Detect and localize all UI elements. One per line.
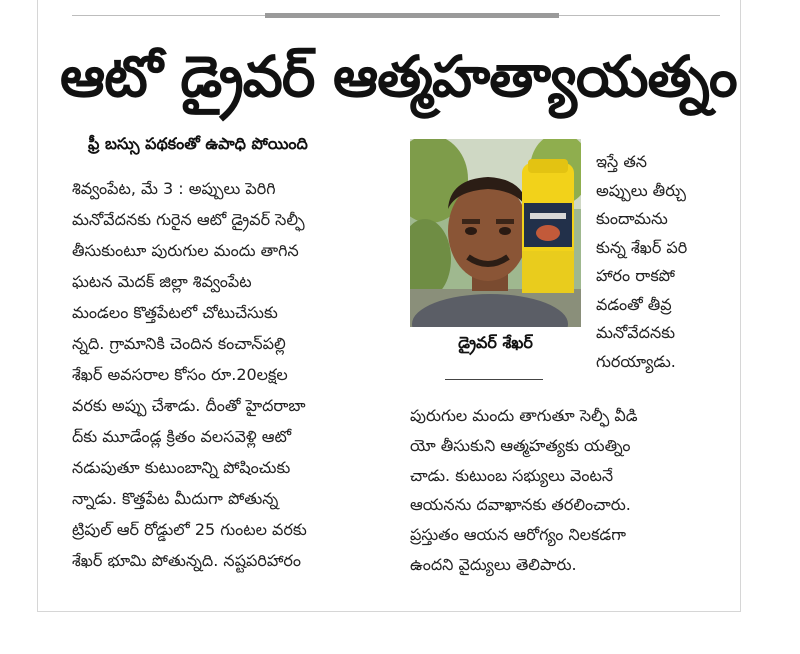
text-line: కుందామను (596, 209, 668, 228)
photo-caption: డ్రైవర్ శేఖర్ (458, 333, 533, 352)
left-column (72, 173, 386, 576)
text-line: గురయ్యాడు. (596, 351, 676, 371)
text-line: ఘటన మెదక్ జిల్లా శివ్వంపేట (72, 272, 252, 291)
right-column (596, 148, 726, 376)
text-line: పురుగుల మందు తాగుతూ సెల్ఫీ వీడి (410, 406, 638, 425)
text-line: అప్పులు తీర్చు (596, 180, 687, 200)
text-line: వడంతో తీవ్ర (596, 294, 672, 314)
caption-rule (445, 379, 543, 380)
text-line: న్నాడు. కొత్తపేట మీదుగా పోతున్న (72, 489, 279, 508)
text-line: ఆయనను దవాఖానకు తరలించారు. (410, 495, 631, 515)
text-line: శివ్వంపేట, మే 3 : అప్పులు పెరిగి (72, 179, 276, 198)
text-line: వరకు అప్పు చేశాడు. దీంతో హైదరాబా (72, 396, 306, 415)
text-line: ట్రిపుల్ ఆర్ రోడ్డులో 25 గుంటల వరకు (72, 520, 307, 539)
text-line: మనోవేదనకు (596, 323, 676, 342)
text-line: శేఖర్ అవసరాల కోసం రూ.20లక్షల (72, 365, 288, 384)
bottom-column (410, 401, 726, 580)
text-line: శేఖర్ భూమి పోతున్నది. నష్టపరిహారం (72, 551, 302, 570)
text-line: హారం రాకపో (596, 266, 675, 285)
text-line: కున్న శేఖర్ పరి (596, 237, 688, 257)
text-line: ప్రస్తుతం ఆయన ఆరోగ్యం నిలకడగా (410, 525, 626, 545)
text-line: ద్‌కు మూడేండ్ల క్రితం వలసవెళ్లి ఆటో (72, 427, 292, 446)
text-line: ఇస్తే తన (596, 152, 648, 171)
text-line: మండలం కొత్తపేటలో చోటుచేసుకు (72, 303, 278, 322)
text-line: తీసుకుంటూ పురుగుల మందు తాగిన (72, 241, 299, 260)
text-line: మనోవేదనకు గురైన ఆటో డ్రైవర్ సెల్ఫీ (72, 210, 305, 229)
headline: ఆటో డ్రైవర్ ఆత్మహత్యాయత్నం (60, 45, 737, 110)
subheadline: ఫ్రీ బస్సు పథకంతో ఉపాధి పోయింది (88, 134, 308, 153)
top-rule-accent (265, 13, 559, 18)
text-line: నడుపుతూ కుటుంబాన్ని పోషించుకు (72, 458, 291, 477)
text-line: యో తీసుకుని ఆత్మహత్యకు యత్నిం (410, 435, 631, 455)
text-line: న్నది. గ్రామానికి చెందిన కంచాన్‌పల్లి (72, 334, 286, 353)
driver-photo (410, 139, 581, 327)
text-line: ఉందని వైద్యులు తెలిపారు. (410, 554, 577, 574)
text-line: చాడు. కుటుంబ సభ్యులు వెంటనే (410, 465, 614, 485)
